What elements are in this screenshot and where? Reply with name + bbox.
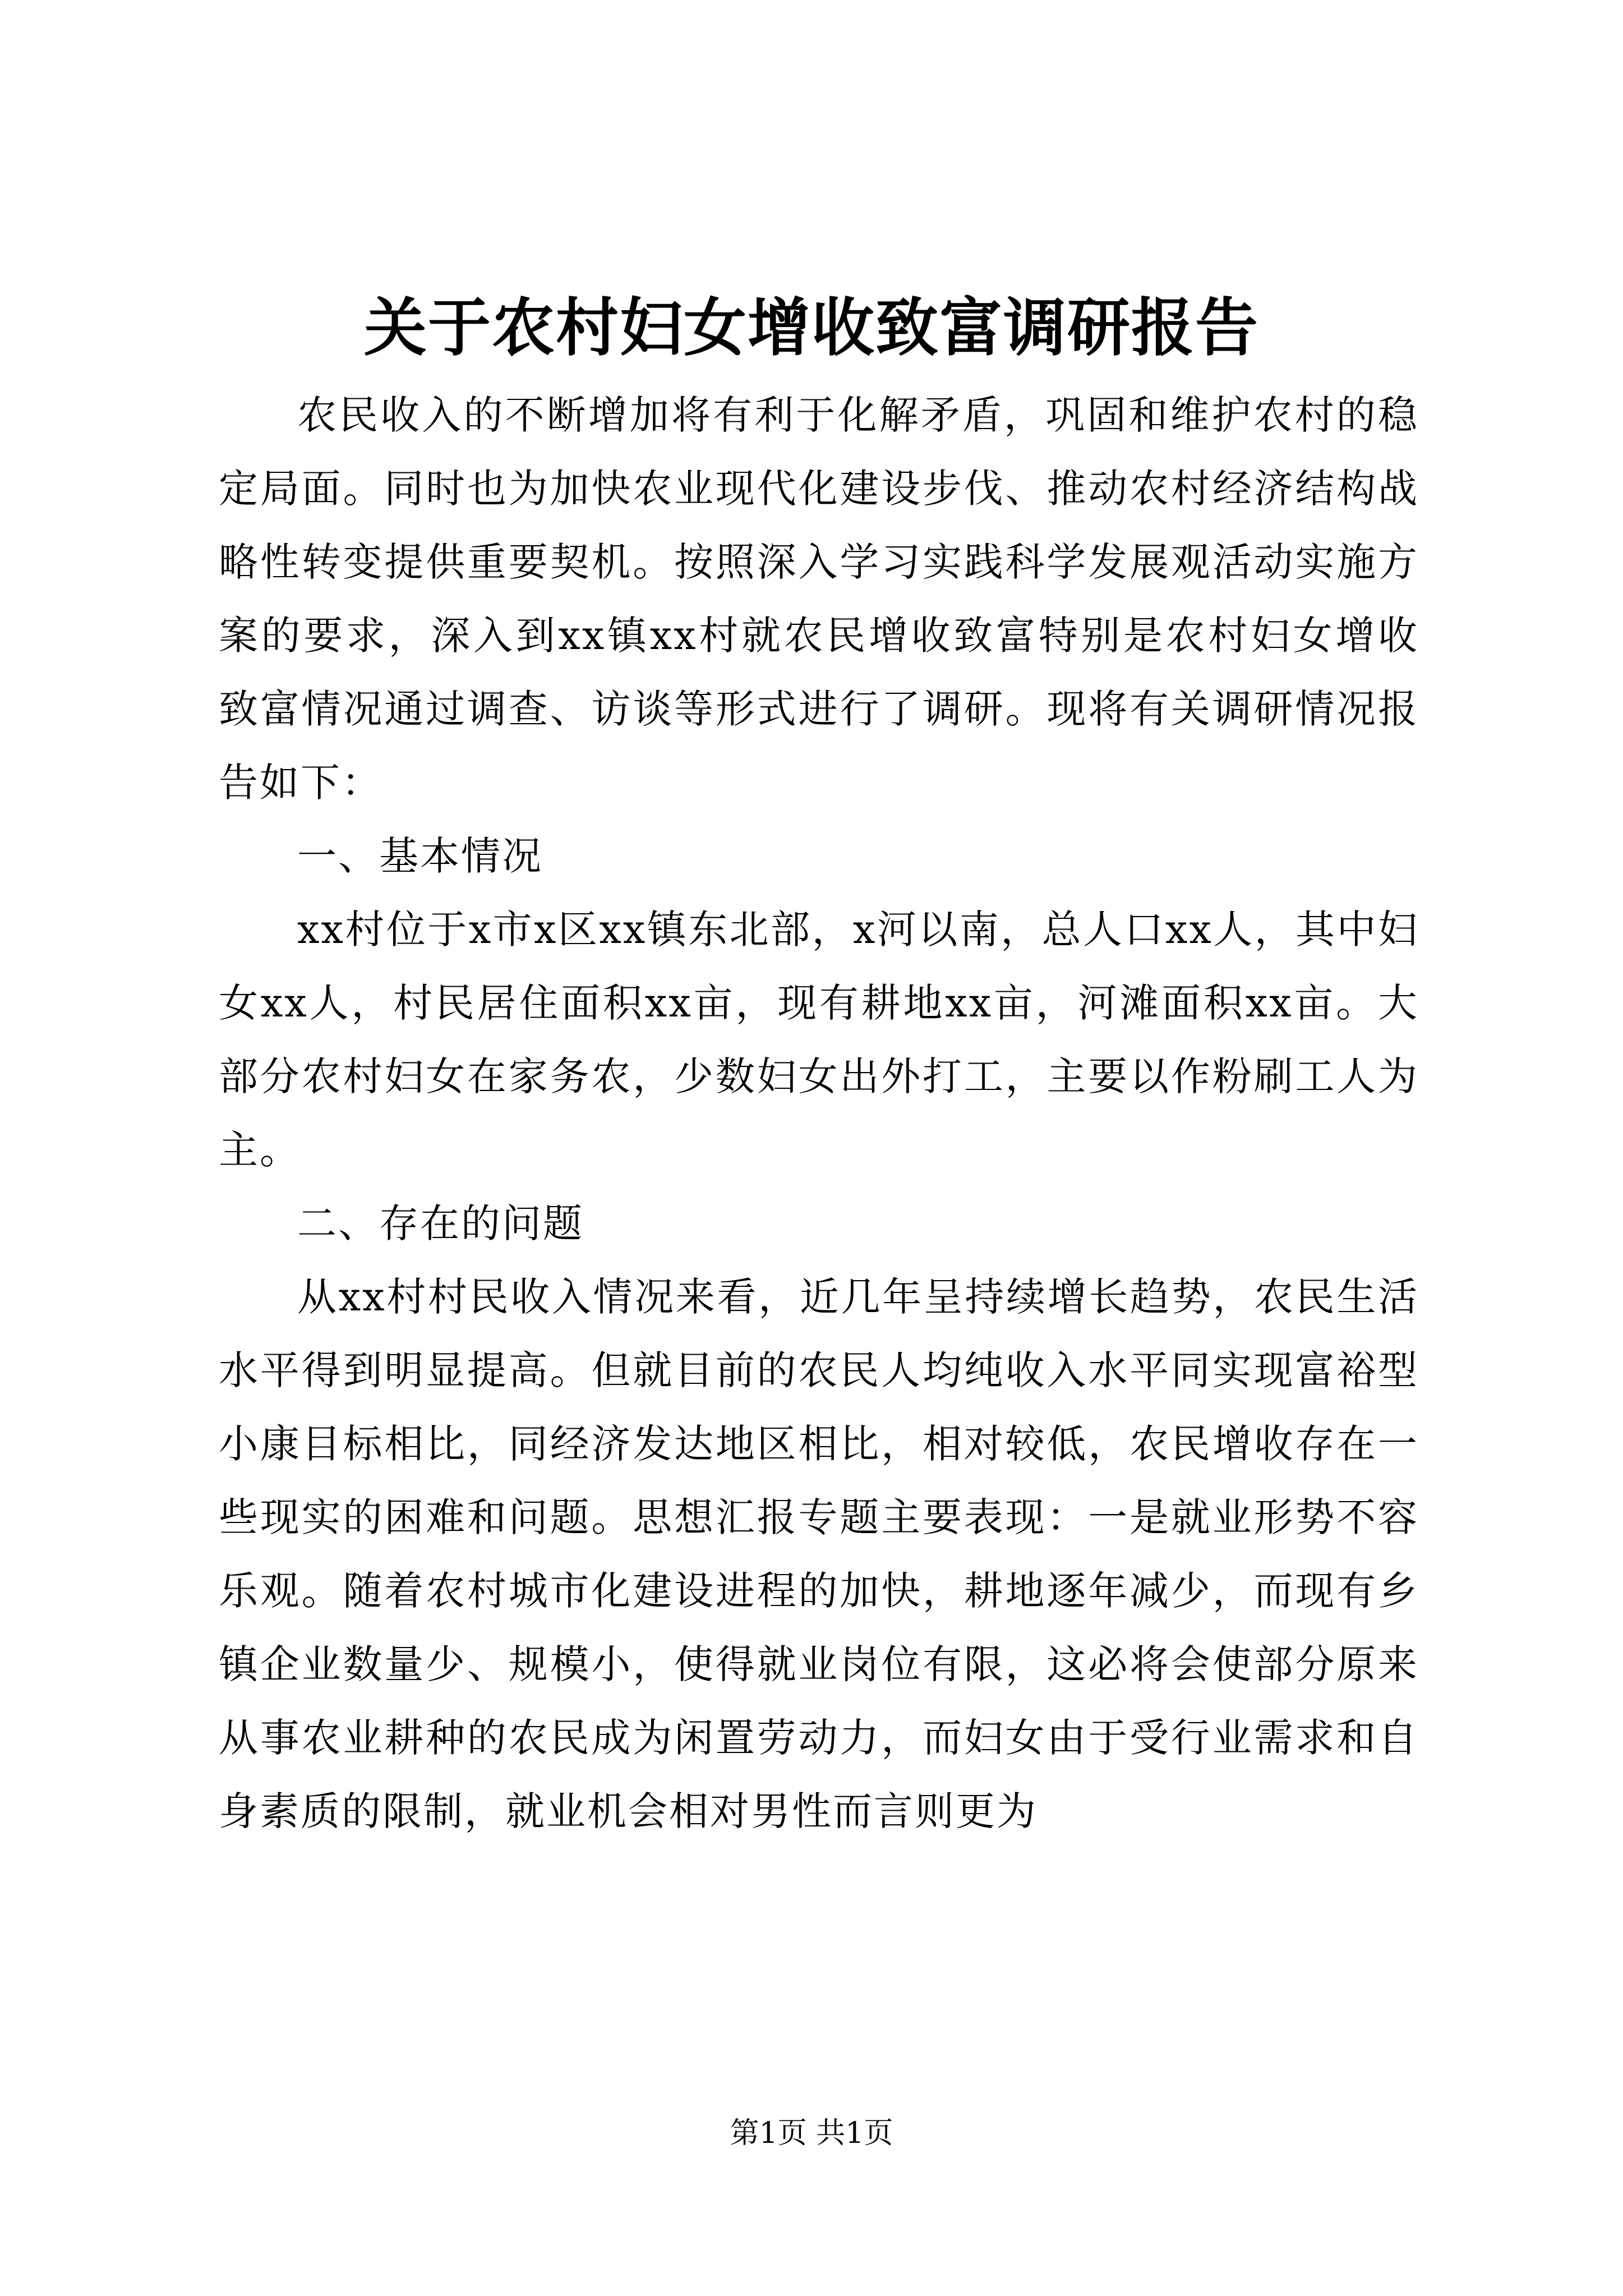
section-heading-basic-situation: 一、基本情况 — [297, 833, 543, 879]
section-heading-problems: 二、存在的问题 — [297, 1200, 584, 1246]
paragraph-basic-situation: xx村位于x市x区xx镇东北部，x河以南，总人口xx人，其中妇女xx人，村民居住面积xx亩，现有耕地xx亩，河滩面积xx亩。大部分农村妇女在家务农，少数妇女出外打工，主要以作粉刷工人为主。 — [219, 907, 1419, 1173]
document-body — [219, 379, 1419, 1848]
paragraph-intro: 农民收入的不断增加将有利于化解矛盾，巩固和维护农村的稳定局面。同时也为加快农业现代化建设步伐、推动农村经济结构战略性转变提供重要契机。按照深入学习实践科学发展观活动实施方案的要求，深入到xx镇xx村就农民增收致富特别是农村妇女增收致富情况通过调查、访谈等形式进行了调研。现将有关调研情况报告如下： — [219, 392, 1419, 806]
document-title: 关于农村妇女增收致富调研报告 — [364, 291, 1259, 365]
page-number-footer: 第1页 共1页 — [730, 2116, 893, 2150]
paragraph-problems: 从xx村村民收入情况来看，近几年呈持续增长趋势，农民生活水平得到明显提高。但就目前的农民人均纯收入水平同实现富裕型小康目标相比，同经济发达地区相比，相对较低，农民增收存在一些现实的困难和问题。思想汇报专题主要表现：一是就业形势不容乐观。随着农村城市化建设进程的加快，耕地逐年减少，而现有乡镇企业数量少、规模小，使得就业岗位有限，这必将会使部分原来从事农业耕种的农民成为闲置劳动力，而妇女由于受行业需求和自身素质的限制，就业机会相对男性而言则更为 — [219, 1274, 1419, 1834]
